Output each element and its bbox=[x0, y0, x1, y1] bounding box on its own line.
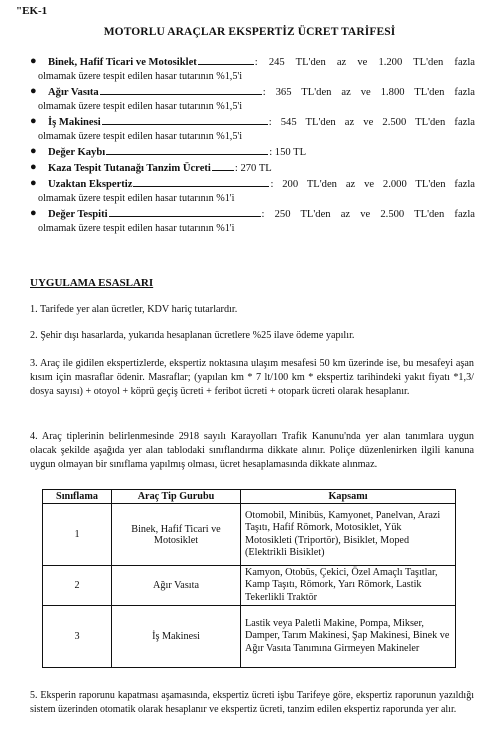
tariff-label: Uzaktan Ekspertiz bbox=[48, 179, 133, 190]
bullet-icon: ● bbox=[30, 145, 37, 157]
table-row bbox=[43, 605, 456, 667]
class-number: 3 bbox=[43, 605, 112, 667]
vehicle-group: Binek, Hafif Ticari ve Motosiklet bbox=[112, 504, 241, 566]
tariff-label: Kaza Tespit Tutanağı Tanzim Ücreti bbox=[48, 163, 211, 174]
tariff-item bbox=[30, 84, 475, 114]
scope-cell: Otomobil, Minibüs, Kamyonet, Panelvan, Arazi Taşıtı, Hafif Römork, Motosiklet, Yük Motosikleti (Triportör), Bisiklet, Moped (Elektrikli Bisiklet) bbox=[241, 504, 456, 566]
scope-cell: Lastik veya Paletli Makine, Pompa, Mikser, Damper, Tarım Makinesi, Şap Makinesi, Binek ve Ağır Vasıta Tanımına Girmeyen Makineler bbox=[241, 605, 456, 667]
tariff-continuation: olmamak üzere tespit edilen hasar tutarının %1,5'i bbox=[38, 101, 243, 112]
tariff-continuation: olmamak üzere tespit edilen hasar tutarının %1,5'i bbox=[38, 131, 243, 142]
bullet-icon: ● bbox=[30, 85, 37, 97]
paragraph-5: 5. Eksperin raporunu kapatması aşamasında, ekspertiz ücreti işbu Tarifeye göre, ekspertiz raporunun yazıldığı sistem üzerinden otomatik olarak hesaplanır ve ekspertiz ücreti, tanzim edilen ekspertiz raporunda yer alır. bbox=[30, 690, 474, 715]
section-heading: UYGULAMA ESASLARI bbox=[30, 277, 154, 289]
bullet-icon: ● bbox=[30, 207, 37, 219]
tariff-value: : 245 TL'den az ve 1.200 TL'den fazla bbox=[254, 57, 475, 68]
paragraph-4: 4. Araç tiplerinin belirlenmesinde 2918 sayılı Karayolları Trafik Kanunu'nda yer alan tanımlara uygun olacak şekilde aşağıda yer alan tablodaki sınıflandırma dikkate alınır. Poliçe düzenlenirken ilgili kanuna uygun olmayan bir sınıflama yapılmış olması, ücret hesaplamasında dikkate alınmaz. bbox=[30, 431, 474, 470]
tariff-value: : 150 TL bbox=[269, 147, 307, 158]
bullet-icon: ● bbox=[30, 177, 37, 189]
underline-fill bbox=[109, 206, 261, 217]
underline-fill bbox=[212, 160, 234, 171]
column-header: Kapsamı bbox=[241, 490, 456, 504]
tariff-label: Binek, Hafif Ticari ve Motosiklet bbox=[48, 57, 197, 68]
paragraph-1: 1. Tarifede yer alan ücretler, KDV hariç tutarlardır. bbox=[30, 304, 238, 315]
table-row bbox=[43, 566, 456, 606]
document-title: MOTORLU ARAÇLAR EKSPERTİZ ÜCRET TARİFESİ bbox=[103, 26, 396, 38]
tariff-item bbox=[30, 54, 475, 84]
underline-fill bbox=[133, 176, 269, 187]
paragraph-3: 3. Araç ile gidilen ekspertizlerde, ekspertiz noktasına ulaşım mesafesi 50 km üzerinde ise, bu mesafeyi aşan kısım için masraflar ödenir. Masraflar; (yapılan km * 7 lt/100 km * ekspertiz tarihindeki yakıt fiyatı *1,3/ dosya sayısı) + otoyol + köprü geçiş ücreti + feribot ücreti + otopark ücreti olarak hesaplanır. bbox=[30, 358, 474, 397]
annex-label: "EK-1 bbox=[16, 5, 48, 17]
table-header-row bbox=[43, 490, 456, 504]
tariff-item bbox=[30, 114, 475, 144]
tariff-label: İş Makinesi bbox=[48, 117, 101, 128]
vehicle-group: Ağır Vasıta bbox=[112, 566, 241, 606]
tariff-value: : 365 TL'den az ve 1.800 TL'den fazla bbox=[262, 87, 475, 98]
scope-cell: Kamyon, Otobüs, Çekici, Özel Amaçlı Taşıtlar, Kamp Taşıtı, Römork, Yarı Römork, Lastik Tekerlikli Traktör bbox=[241, 566, 456, 606]
tariff-continuation: olmamak üzere tespit edilen hasar tutarının %1,5'i bbox=[38, 71, 243, 82]
tariff-continuation: olmamak üzere tespit edilen hasar tutarının %1'i bbox=[38, 223, 235, 234]
tariff-value: : 270 TL bbox=[234, 163, 272, 174]
bullet-icon: ● bbox=[30, 161, 37, 173]
tariff-label: Değer Tespiti bbox=[48, 209, 108, 220]
vehicle-group: İş Makinesi bbox=[112, 605, 241, 667]
tariff-continuation: olmamak üzere tespit edilen hasar tutarının %1'i bbox=[38, 193, 235, 204]
underline-fill bbox=[198, 54, 254, 65]
tariff-item bbox=[30, 176, 475, 206]
tariff-label: Değer Kaybı bbox=[48, 147, 106, 158]
class-number: 2 bbox=[43, 566, 112, 606]
paragraph-2: 2. Şehir dışı hasarlarda, yukarıda hesaplanan ücretlere %25 ilave ödeme yapılır. bbox=[30, 330, 355, 341]
column-header: Araç Tip Gurubu bbox=[112, 490, 241, 504]
tariff-value: : 200 TL'den az ve 2.000 TL'den fazla bbox=[270, 179, 475, 190]
underline-fill bbox=[102, 114, 268, 125]
classification-table bbox=[42, 489, 456, 668]
tariff-item bbox=[30, 144, 475, 160]
bullet-icon: ● bbox=[30, 55, 37, 67]
table-row bbox=[43, 504, 456, 566]
column-header: Sınıflama bbox=[43, 490, 112, 504]
tariff-item bbox=[30, 160, 475, 176]
bullet-icon: ● bbox=[30, 115, 37, 127]
tariff-item bbox=[30, 206, 475, 236]
tariff-label: Ağır Vasıta bbox=[48, 87, 99, 98]
underline-fill bbox=[106, 144, 268, 155]
tariff-value: : 545 TL'den az ve 2.500 TL'den fazla bbox=[268, 117, 475, 128]
tariff-list bbox=[30, 54, 475, 236]
tariff-value: : 250 TL'den az ve 2.500 TL'den fazla bbox=[261, 209, 475, 220]
class-number: 1 bbox=[43, 504, 112, 566]
underline-fill bbox=[100, 84, 262, 95]
